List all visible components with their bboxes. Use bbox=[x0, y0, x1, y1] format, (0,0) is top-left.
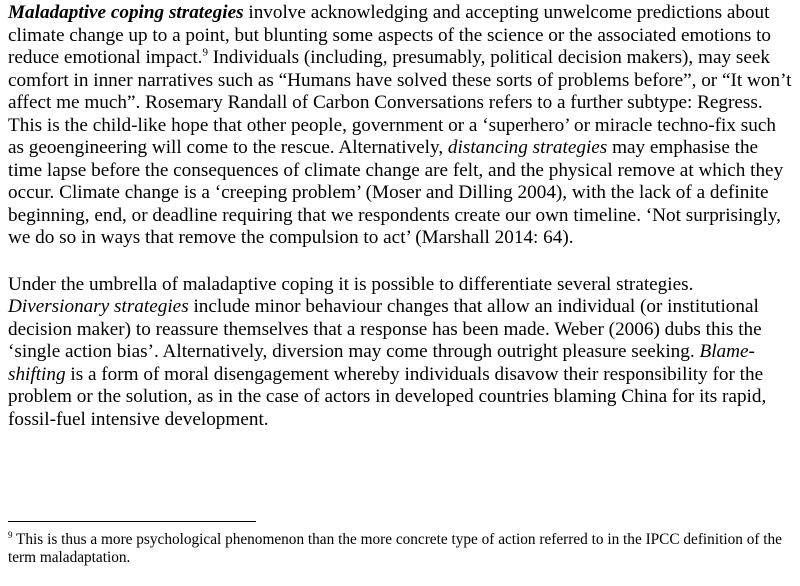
paragraph-maladaptive-coping bbox=[8, 0, 794, 250]
emphasis-term: distancing strategies bbox=[447, 137, 608, 158]
paragraph-diversionary-strategies bbox=[8, 272, 794, 432]
body-text: Individuals (including, presumably, political decision makers), may seek comfort in inner narratives such as “Humans have solved these sorts of problems before”, or “It won’t affect me much”. Rosemary Randall of Carbon Conversations refers to a further subtype: Regress. This is the child-like hope that other people, government or a ‘superhero’ or miracle techno-fix such as geoengineering will come to the rescue. Alternatively, bbox=[8, 47, 792, 158]
body-text: include minor behaviour changes that allow an individual (or institutional decision maker) to reassure themselves that a response has been made. Weber (2006) dubs this the ‘single action bias’. Alternatively, diversion may come through outright pleasure seeking. bbox=[8, 296, 762, 362]
document-body bbox=[8, 0, 794, 431]
body-text: is a form of moral disengagement whereby individuals disavow their responsibility for the problem or the solution, as in the case of actors in developed countries blaming China for its rapid, fossil-fuel intensive development. bbox=[8, 363, 767, 430]
footnote-reference[interactable]: 9 bbox=[202, 46, 208, 59]
body-text: involve acknowledging and accepting unwelcome predictions about climate change up to a point, but blunting some aspects of the science or the associated emotions to reduce emotional impact. bbox=[8, 2, 772, 68]
emphasis-term: Diversionary strategies bbox=[8, 296, 189, 317]
footnote-separator bbox=[8, 521, 256, 522]
body-text: Under the umbrella of maladaptive coping it is possible to differentiate several strategies. bbox=[8, 273, 694, 295]
emphasis-term: Maladaptive coping strategies bbox=[8, 2, 244, 23]
body-text: may emphasise the time lapse before the consequences of climate change are felt, and the physical remove at which they occur. Climate change is a ‘creeping problem’ (Moser and Dilling 2004), with the lack of a definite beginning, end, or deadline requiring that we respondents create our own timeline. ‘Not surprisingly, we do so in ways that remove the compulsion to act’ (Marshall 2014: 64). bbox=[8, 137, 784, 248]
footnote-text: This is thus a more psychological phenomenon than the more concrete type of action referred to in the IPCC definition of the term maladaptation. bbox=[8, 531, 782, 566]
emphasis-term: Blame-shifting bbox=[8, 341, 755, 385]
footnote-marker: 9 bbox=[8, 529, 13, 540]
footnote bbox=[8, 531, 794, 567]
